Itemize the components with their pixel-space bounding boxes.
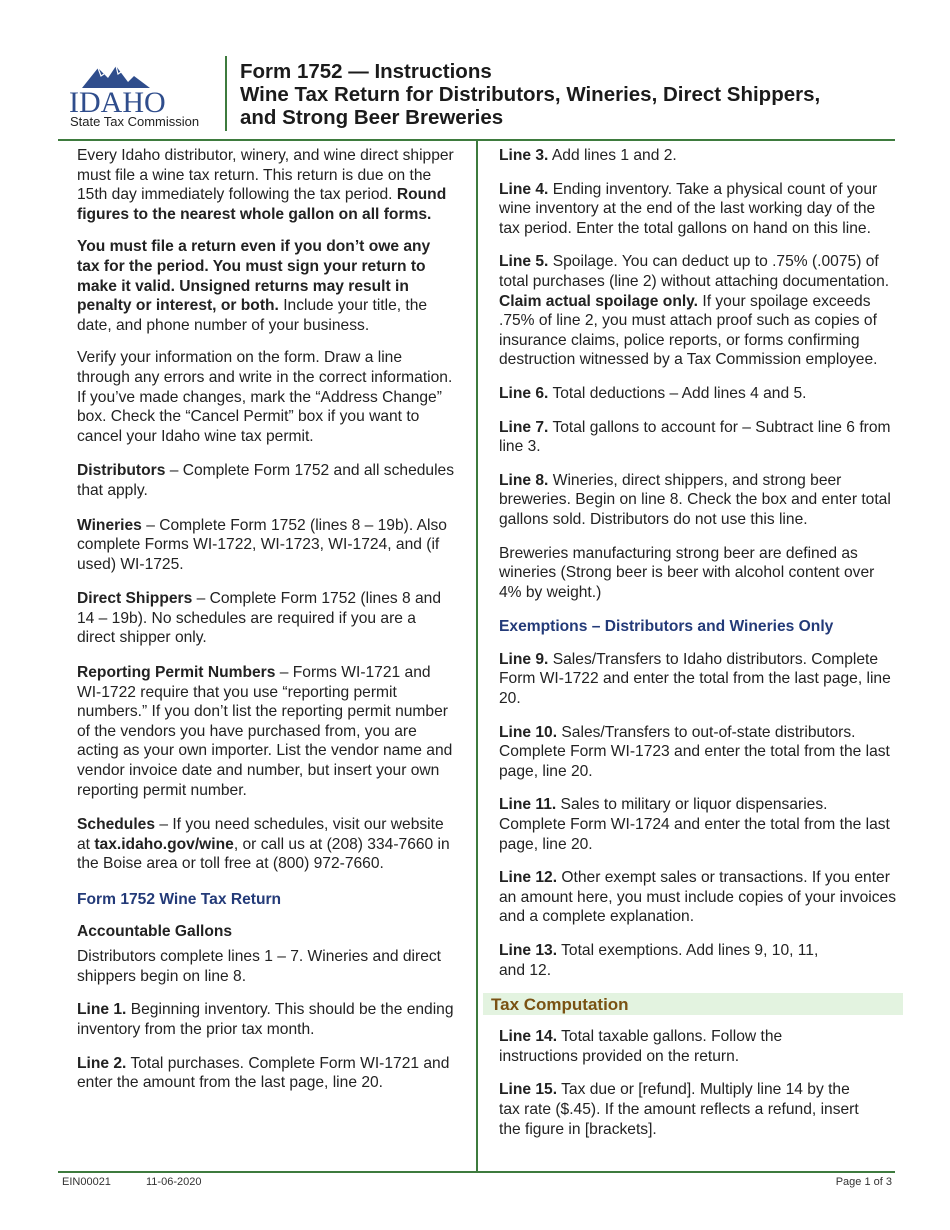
line-12-paragraph: Line 12. Other exempt sales or transactions. If you enter an amount here, you must include copies of your invoices and a complete explanation. <box>499 869 896 926</box>
title-line-2: Wine Tax Return for Distributors, Wineries, Direct Shippers, <box>240 83 821 106</box>
intro-paragraph-2: You must file a return even if you don’t owe any tax for the period. You must sign your return to make it valid. Unsigned returns may result in penalty or interest, or both. Include your title, the date, and phone number of your business. <box>77 238 431 334</box>
distributors-paragraph: Distributors – Complete Form 1752 and all schedules that apply. <box>77 462 455 499</box>
line-6-paragraph: Line 6. Total deductions – Add lines 4 and 5. <box>499 384 807 402</box>
right-column <box>491 146 897 1152</box>
line-11-paragraph: Line 11. Sales to military or liquor dispensaries. Complete Form WI-1724 and enter the total from the last page, line 20. <box>499 796 890 853</box>
mountain-logo-icon <box>68 62 178 118</box>
line-4-paragraph: Line 4. Ending inventory. Take a physical count of your wine inventory at the end of the last working day of the tax period. Enter the total gallons on hand on this line. <box>499 180 878 237</box>
line-5-paragraph: Line 5. Spoilage. You can deduct up to .75% (.0075) of total purchases (line 2) without attaching documentation. Claim actual spoilage only. If your spoilage exceeds .75% of line 2, you must attach proof such as copies of insurance claims, police reports, or forms confirming destruction witnessed by a Tax Commission employee. <box>499 253 890 369</box>
footer-page-number: Page 1 of 3 <box>835 1176 892 1188</box>
reporting-permit-paragraph: Reporting Permit Numbers – Forms WI-1721 and WI-1722 require that you use “reporting permit numbers.” If you don’t list the reporting permit number of the vendors you have purchased from, you are acting as your own importer. List the vendor name and vendor invoice date and number, but insert your own reporting permit number. <box>77 664 453 799</box>
exemptions-heading: Exemptions – Distributors and Wineries Only <box>499 618 834 636</box>
line-14-paragraph: Line 14. Total taxable gallons. Follow the instructions provided on the return. <box>499 1028 783 1065</box>
footer-date: 11-06-2020 <box>146 1176 202 1188</box>
line-10-paragraph: Line 10. Sales/Transfers to out-of-state distributors. Complete Form WI-1723 and enter the total from the last page, line 20. <box>499 723 890 780</box>
left-column <box>77 146 455 1106</box>
line-1-paragraph: Line 1. Beginning inventory. This should be the ending inventory from the prior tax month. <box>77 1001 454 1038</box>
line-2-paragraph: Line 2. Total purchases. Complete Form WI-1721 and enter the amount from the last page, line 20. <box>77 1054 450 1092</box>
line-9-paragraph: Line 9. Sales/Transfers to Idaho distributors. Complete Form WI-1722 and enter the total from the last page, line 20. <box>499 650 891 708</box>
title-line-3: and Strong Beer Breweries <box>240 106 504 129</box>
wineries-paragraph: Wineries – Complete Form 1752 (lines 8 – 19b). Also complete Forms WI-1722, WI-1723, WI-1724, and (if used) WI-1725. <box>77 516 447 573</box>
intro-paragraph-3: Verify your information on the form. Draw a line through any errors and write in the correct information. If you’ve made changes, mark the “Address Change” box. Check the “Cancel Permit” box if you want to cancel your Idaho wine tax permit. <box>77 349 453 445</box>
subheading: Accountable Gallons <box>77 922 233 940</box>
section-heading: Form 1752 Wine Tax Return <box>77 891 282 908</box>
header-divider <box>225 56 227 131</box>
breweries-paragraph: Breweries manufacturing strong beer are defined as wineries (Strong beer is beer with alcohol content over 4% by weight.) <box>499 544 875 601</box>
schedules-link[interactable]: tax.idaho.gov/wine <box>94 835 234 853</box>
line-3-paragraph: Line 3. Add lines 1 and 2. <box>499 147 677 164</box>
title-line-1: Form 1752 — Instructions <box>240 60 492 83</box>
footer-rule <box>58 1171 895 1173</box>
column-divider <box>476 141 478 1171</box>
footer-form-code: EIN00021 <box>62 1176 111 1188</box>
line-13-paragraph: Line 13. Total exemptions. Add lines 9, 10, 11, and 12. <box>499 942 819 979</box>
line-15-paragraph: Line 15. Tax due or [refund]. Multiply line 14 by the tax rate ($.45). If the amount reflects a refund, insert the figure in [brackets]. <box>499 1081 859 1138</box>
schedules-paragraph: Schedules – If you need schedules, visit our website at tax.idaho.gov/wine, or call us at (208) 334-7660 in the Boise area or toll free at (800) 972-7660. <box>77 816 450 873</box>
intro-paragraph-1: Every Idaho distributor, winery, and wine direct shipper must file a wine tax return. This return is due on the 15th day immediately following the tax period. Round figures to the nearest whole gallon on all forms. <box>77 147 454 223</box>
accountable-paragraph: Distributors complete lines 1 – 7. Wineries and direct shippers begin on line 8. <box>77 948 442 985</box>
idaho-logo <box>68 62 218 134</box>
page-title <box>240 60 890 129</box>
tax-computation-heading: Tax Computation <box>483 993 903 1015</box>
logo-subtitle: State Tax Commission <box>70 114 200 129</box>
line-8-paragraph: Line 8. Wineries, direct shippers, and strong beer breweries. Begin on line 8. Check the box and enter total gallons sold. Distributors do not use this line. <box>499 471 891 528</box>
direct-shippers-paragraph: Direct Shippers – Complete Form 1752 (lines 8 and 14 – 19b). No schedules are required if you are a direct shipper only. <box>77 590 442 647</box>
line-7-paragraph: Line 7. Total gallons to account for – Subtract line 6 from line 3. <box>499 418 891 456</box>
logo-wordmark: IDAHO <box>69 86 166 118</box>
